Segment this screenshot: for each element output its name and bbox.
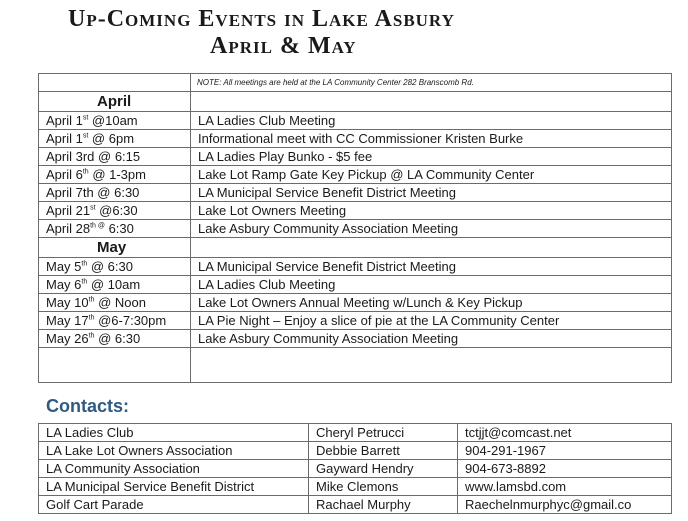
contact-info: www.lamsbd.com	[458, 478, 672, 496]
section-heading: April	[39, 92, 191, 112]
contact-person: Cheryl Petrucci	[309, 424, 458, 442]
event-row	[39, 202, 672, 220]
event-row	[39, 258, 672, 276]
event-name: Lake Lot Owners Meeting	[191, 202, 672, 220]
event-name: LA Municipal Service Benefit District Meeting	[191, 258, 672, 276]
event-date: May 10th @ Noon	[39, 294, 191, 312]
event-date: May 6th @ 10am	[39, 276, 191, 294]
contact-organization: LA Ladies Club	[39, 424, 309, 442]
meeting-location-note: NOTE: All meetings are held at the LA Community Center 282 Branscomb Rd.	[191, 74, 672, 92]
event-name: Lake Asbury Community Association Meeting	[191, 220, 672, 238]
event-row	[39, 330, 672, 348]
event-date: May 5th @ 6:30	[39, 258, 191, 276]
contact-organization: LA Lake Lot Owners Association	[39, 442, 309, 460]
event-date: April 6th @ 1-3pm	[39, 166, 191, 184]
event-date: April 1st @ 6pm	[39, 130, 191, 148]
events-table	[38, 73, 672, 383]
event-name: LA Municipal Service Benefit District Meeting	[191, 184, 672, 202]
contact-row	[39, 460, 672, 478]
contact-organization: LA Municipal Service Benefit District	[39, 478, 309, 496]
section-row-may	[39, 238, 672, 258]
note-empty-cell	[39, 74, 191, 92]
contact-row	[39, 424, 672, 442]
contact-person: Debbie Barrett	[309, 442, 458, 460]
event-row	[39, 220, 672, 238]
event-row	[39, 112, 672, 130]
section-heading: May	[39, 238, 191, 258]
contacts-heading: Contacts:	[46, 396, 130, 416]
event-date: May 17th @6-7:30pm	[39, 312, 191, 330]
section-row-april	[39, 92, 672, 112]
event-row	[39, 276, 672, 294]
event-date: April 1st @10am	[39, 112, 191, 130]
contact-info: 904-291-1967	[458, 442, 672, 460]
contact-row	[39, 496, 672, 514]
event-date: April 7th @ 6:30	[39, 184, 191, 202]
event-date: April $28^{th @}$ 6:30	[39, 220, 191, 238]
event-row	[39, 148, 672, 166]
contacts-table	[38, 423, 672, 514]
contact-info: tctjjt@comcast.net	[458, 424, 672, 442]
event-date: April 21st @6:30	[39, 202, 191, 220]
event-name: Lake Asbury Community Association Meeting	[191, 330, 672, 348]
event-date: May 26th @ 6:30	[39, 330, 191, 348]
contact-organization: Golf Cart Parade	[39, 496, 309, 514]
note-row	[39, 74, 672, 92]
event-date: April 3rd @ 6:15	[39, 148, 191, 166]
event-name: LA Ladies Club Meeting	[191, 112, 672, 130]
page-title: Up-Coming Events in Lake Asbury	[68, 6, 455, 32]
event-name: Informational meet with CC Commissioner Kristen Burke	[191, 130, 672, 148]
contact-info: 904-673-8892	[458, 460, 672, 478]
contact-person: Mike Clemons	[309, 478, 458, 496]
event-row	[39, 184, 672, 202]
contact-info: Raechelnmurphyc@gmail.co	[458, 496, 672, 514]
event-name: LA Ladies Club Meeting	[191, 276, 672, 294]
blank-row	[39, 348, 672, 366]
contact-row	[39, 442, 672, 460]
event-name: LA Pie Night – Enjoy a slice of pie at the LA Community Center	[191, 312, 672, 330]
event-row	[39, 294, 672, 312]
event-name: Lake Lot Ramp Gate Key Pickup @ LA Community Center	[191, 166, 672, 184]
event-row	[39, 312, 672, 330]
event-name: LA Ladies Play Bunko - $5 fee	[191, 148, 672, 166]
contact-person: Rachael Murphy	[309, 496, 458, 514]
contact-organization: LA Community Association	[39, 460, 309, 478]
page-subtitle: April & May	[210, 33, 357, 59]
event-row	[39, 130, 672, 148]
event-row	[39, 166, 672, 184]
contact-person: Gayward Hendry	[309, 460, 458, 478]
contact-row	[39, 478, 672, 496]
blank-row	[39, 365, 672, 383]
event-name: Lake Lot Owners Annual Meeting w/Lunch & Key Pickup	[191, 294, 672, 312]
